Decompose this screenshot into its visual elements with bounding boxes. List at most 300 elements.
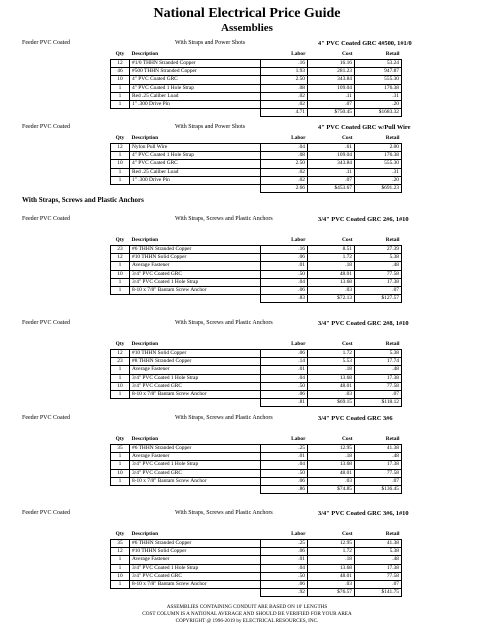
row-qty: 23 [111, 246, 130, 254]
section-assembly-title: 3/4" PVC Coated GRC 3#6 [318, 415, 393, 422]
total-spacer [111, 399, 130, 407]
row-labor: .01 [261, 366, 308, 374]
row-qty: 1 [111, 564, 130, 572]
column-header-retail: Retail [385, 51, 400, 57]
section-header [0, 510, 494, 530]
row-description: 3/4" PVC Coated 1 Hole Strap [130, 278, 261, 286]
section-method: With Straps, Screws and Plastic Anchors [175, 320, 273, 326]
section-method: With Straps and Power Shots [175, 124, 246, 130]
row-labor: .08 [261, 152, 308, 160]
row-retail: 555.30 [355, 160, 402, 168]
row-retail: 77.58 [355, 572, 402, 580]
section-assembly-title: 3/4" PVC Coated GRC 2#8, 1#10 [318, 320, 409, 327]
total-retail: $118.12 [355, 399, 402, 407]
section-category: Feeder PVC Coated [22, 124, 70, 130]
row-retail: 53.24 [355, 60, 402, 68]
row-retail: .48 [355, 366, 402, 374]
row-cost: .18 [308, 556, 355, 564]
row-qty: 1 [111, 374, 130, 382]
section-header [0, 415, 494, 435]
table-row [111, 270, 402, 278]
row-description: 4" PVC Coated GRC [130, 76, 261, 84]
row-description: Red .25 Caliber Load [130, 168, 261, 176]
row-description: 8-10 x 7/8" Bantam Screw Anchor [130, 580, 261, 588]
section-method: With Straps, Screws and Plastic Anchors [175, 415, 273, 421]
row-cost: 16.16 [308, 60, 355, 68]
row-labor: .02 [261, 168, 308, 176]
table-row [111, 92, 402, 100]
table-header-row [111, 236, 402, 246]
section-assembly-title: 3/4" PVC Coated GRC 3#6, 1#10 [318, 510, 409, 517]
total-row [111, 295, 402, 303]
table-row [111, 286, 402, 294]
row-cost: 48.01 [308, 469, 355, 477]
row-retail: .07 [355, 580, 402, 588]
row-retail: .31 [355, 168, 402, 176]
section-category: Feeder PVC Coated [22, 320, 70, 326]
column-header-qty: Qty [115, 237, 125, 243]
row-retail: 17.38 [355, 564, 402, 572]
table-header-row [111, 530, 402, 540]
column-header-cost: Cost [342, 531, 353, 537]
row-labor: .02 [261, 92, 308, 100]
row-qty: 1 [111, 366, 130, 374]
row-retail: 947.87 [355, 68, 402, 76]
column-header-description: Description [131, 341, 159, 347]
table-row [111, 564, 402, 572]
row-cost: .18 [308, 453, 355, 461]
row-labor: .06 [261, 286, 308, 294]
row-cost: 8.51 [308, 246, 355, 254]
row-qty: 1 [111, 152, 130, 160]
section-category: Feeder PVC Coated [22, 510, 70, 516]
column-header-qty: Qty [115, 135, 125, 141]
total-cost: $453.67 [308, 184, 355, 192]
row-cost: 12.95 [308, 540, 355, 548]
column-header-description: Description [131, 51, 159, 57]
total-labor: .86 [261, 485, 308, 493]
row-labor: .01 [261, 556, 308, 564]
section-header [0, 320, 494, 340]
table-row [111, 144, 402, 152]
table-row [111, 540, 402, 548]
row-qty: 46 [111, 68, 130, 76]
row-qty: 1 [111, 580, 130, 588]
table-row [111, 254, 402, 262]
table-row [111, 100, 402, 108]
table-row [111, 390, 402, 398]
row-description: 3/4" PVC Coated 1 Hole Strap [130, 374, 261, 382]
row-retail: 41.38 [355, 540, 402, 548]
table-row [111, 358, 402, 366]
row-labor: .04 [261, 144, 308, 152]
column-header-cost: Cost [342, 237, 353, 243]
row-labor: .04 [261, 278, 308, 286]
row-qty: 1 [111, 477, 130, 485]
table-header-row [111, 340, 402, 350]
row-qty: 1 [111, 100, 130, 108]
table-row [111, 572, 402, 580]
row-qty: 1 [111, 262, 130, 270]
table-row [111, 176, 402, 184]
row-cost: .61 [308, 144, 355, 152]
total-spacer [111, 109, 130, 117]
row-qty: 10 [111, 382, 130, 390]
column-header-cost: Cost [342, 51, 353, 57]
row-retail: 555.30 [355, 76, 402, 84]
row-description: 3/4" PVC Coated 1 Hole Strap [130, 564, 261, 572]
row-description: #500 THHN Stranded Copper [130, 68, 261, 76]
table-row [111, 469, 402, 477]
row-description: #10 THHN Solid Copper [130, 254, 261, 262]
total-cost: $72.13 [308, 295, 355, 303]
row-qty: 1 [111, 92, 130, 100]
table-row [111, 168, 402, 176]
column-header-description: Description [131, 237, 159, 243]
row-qty: 12 [111, 548, 130, 556]
row-cost: 48.01 [308, 270, 355, 278]
table-row [111, 68, 402, 76]
row-labor: .04 [261, 564, 308, 572]
row-retail: 5.38 [355, 350, 402, 358]
row-cost: 1.72 [308, 254, 355, 262]
row-qty: 10 [111, 469, 130, 477]
row-labor: .25 [261, 540, 308, 548]
row-qty: 10 [111, 270, 130, 278]
total-retail: $691.23 [355, 184, 402, 192]
total-spacer [130, 399, 261, 407]
row-qty: 1 [111, 390, 130, 398]
row-qty: 10 [111, 76, 130, 84]
row-description: 3/4" PVC Coated GRC [130, 572, 261, 580]
row-labor: 2.50 [261, 76, 308, 84]
row-retail: 17.38 [355, 374, 402, 382]
row-description: Average Fastener [130, 366, 261, 374]
row-qty: 1 [111, 176, 130, 184]
total-cost: $750.45 [308, 109, 355, 117]
row-cost: 5.53 [308, 358, 355, 366]
table-row [111, 278, 402, 286]
assembly-table [110, 134, 402, 193]
row-qty: 35 [111, 445, 130, 453]
row-qty: 1 [111, 168, 130, 176]
row-qty: 35 [111, 540, 130, 548]
column-header-retail: Retail [385, 436, 400, 442]
column-header-labor: Labor [291, 531, 306, 537]
row-cost: 12.95 [308, 445, 355, 453]
table-row [111, 461, 402, 469]
row-labor: .50 [261, 469, 308, 477]
row-retail: 77.58 [355, 270, 402, 278]
total-row [111, 589, 402, 597]
total-spacer [130, 295, 261, 303]
row-qty: 1 [111, 286, 130, 294]
row-description: #1/0 THHN Stranded Copper [130, 60, 261, 68]
assembly-table [110, 530, 402, 597]
table-row [111, 262, 402, 270]
row-labor: .06 [261, 548, 308, 556]
total-spacer [130, 589, 261, 597]
total-row [111, 109, 402, 117]
row-description: #8 THHN Stranded Copper [130, 358, 261, 366]
row-retail: 77.58 [355, 382, 402, 390]
total-retail: $141.75 [355, 589, 402, 597]
column-header-cost: Cost [342, 135, 353, 141]
row-retail: 176.38 [355, 152, 402, 160]
row-retail: .20 [355, 176, 402, 184]
column-header-retail: Retail [385, 531, 400, 537]
page-title: National Electrical Price Guide [153, 6, 341, 21]
row-labor: .01 [261, 453, 308, 461]
row-description: 8-10 x 7/8" Bantam Screw Anchor [130, 477, 261, 485]
row-description: 3/4" PVC Coated GRC [130, 382, 261, 390]
row-description: 3/4" PVC Coated GRC [130, 469, 261, 477]
row-cost: 343.84 [308, 76, 355, 84]
row-qty: 23 [111, 358, 130, 366]
row-cost: 281.23 [308, 68, 355, 76]
row-description: Average Fastener [130, 556, 261, 564]
footer-line: COST COLUMN IS A NATIONAL AVERAGE AND SHOULD BE VERIFIED FOR YOUR AREA [142, 611, 352, 617]
row-description: 8-10 x 7/8" Bantam Screw Anchor [130, 286, 261, 294]
row-labor: .06 [261, 580, 308, 588]
row-retail: .48 [355, 453, 402, 461]
table-row [111, 152, 402, 160]
total-retail: $136.45 [355, 485, 402, 493]
row-labor: .16 [261, 246, 308, 254]
row-cost: 109.04 [308, 84, 355, 92]
section-method: With Straps and Power Shots [175, 40, 246, 46]
section-method: With Straps, Screws and Plastic Anchors [175, 216, 273, 222]
total-labor: .92 [261, 589, 308, 597]
column-header-labor: Labor [291, 237, 306, 243]
assembly-table [110, 50, 402, 117]
total-spacer [111, 589, 130, 597]
group-heading: With Straps, Screws and Plastic Anchors [22, 196, 144, 204]
table-row [111, 477, 402, 485]
row-description: #10 THHN Solid Copper [130, 350, 261, 358]
row-qty: 1 [111, 461, 130, 469]
row-qty: 10 [111, 572, 130, 580]
row-cost: .03 [308, 286, 355, 294]
assembly-table [110, 340, 402, 407]
column-header-description: Description [131, 531, 159, 537]
table-row [111, 453, 402, 461]
row-labor: .01 [261, 262, 308, 270]
total-cost: $74.85 [308, 485, 355, 493]
row-cost: .18 [308, 366, 355, 374]
section-category: Feeder PVC Coated [22, 216, 70, 222]
row-retail: 5.38 [355, 254, 402, 262]
total-retail: $1683.32 [355, 109, 402, 117]
total-spacer [111, 485, 130, 493]
total-row [111, 485, 402, 493]
column-header-retail: Retail [385, 237, 400, 243]
table-row [111, 350, 402, 358]
row-retail: 77.58 [355, 469, 402, 477]
row-labor: 1.93 [261, 68, 308, 76]
row-cost: 13.68 [308, 461, 355, 469]
row-labor: .06 [261, 350, 308, 358]
table-row [111, 580, 402, 588]
row-retail: 17.38 [355, 278, 402, 286]
row-description: 1" .300 Drive Pin [130, 100, 261, 108]
row-cost: 343.84 [308, 160, 355, 168]
row-cost: 48.01 [308, 572, 355, 580]
total-labor: .83 [261, 295, 308, 303]
row-description: Average Fastener [130, 453, 261, 461]
row-description: 3/4" PVC Coated GRC [130, 270, 261, 278]
row-cost: 1.72 [308, 548, 355, 556]
table-row [111, 366, 402, 374]
row-description: 1" .300 Drive Pin [130, 176, 261, 184]
page-footer [0, 604, 494, 625]
row-retail: .31 [355, 92, 402, 100]
row-retail: .48 [355, 262, 402, 270]
table-row [111, 246, 402, 254]
total-retail: $127.57 [355, 295, 402, 303]
row-cost: 13.68 [308, 564, 355, 572]
assembly-table [110, 435, 402, 494]
row-cost: .11 [308, 168, 355, 176]
row-cost: 109.04 [308, 152, 355, 160]
total-labor: .81 [261, 399, 308, 407]
footer-line: COPYRIGHT @ 1996-2019 by ELECTRICAL RESOURCES, INC. [175, 618, 319, 624]
table-row [111, 548, 402, 556]
row-retail: .20 [355, 100, 402, 108]
total-row [111, 184, 402, 192]
column-header-description: Description [131, 436, 159, 442]
row-labor: .06 [261, 390, 308, 398]
section-header [0, 216, 494, 236]
row-labor: .14 [261, 358, 308, 366]
section-category: Feeder PVC Coated [22, 40, 70, 46]
row-labor: .06 [261, 254, 308, 262]
row-cost: .03 [308, 390, 355, 398]
section-assembly-title: 4" PVC Coated GRC 4#500, 1#1/0 [318, 40, 412, 47]
row-retail: 17.38 [355, 461, 402, 469]
row-labor: .16 [261, 60, 308, 68]
row-retail: .07 [355, 286, 402, 294]
column-header-qty: Qty [115, 341, 125, 347]
table-row [111, 556, 402, 564]
row-retail: 17.74 [355, 358, 402, 366]
section-category: Feeder PVC Coated [22, 415, 70, 421]
row-labor: .04 [261, 461, 308, 469]
row-labor: .06 [261, 477, 308, 485]
row-retail: .07 [355, 390, 402, 398]
row-qty: 12 [111, 254, 130, 262]
row-retail: 27.39 [355, 246, 402, 254]
section-assembly-title: 4" PVC Coated GRC w/Pull Wire [318, 124, 411, 131]
row-qty: 12 [111, 350, 130, 358]
total-spacer [111, 295, 130, 303]
table-row [111, 84, 402, 92]
row-description: Nylon Pull Wire [130, 144, 261, 152]
row-description: Average Fastener [130, 262, 261, 270]
column-header-labor: Labor [291, 436, 306, 442]
row-cost: .07 [308, 176, 355, 184]
row-labor: .50 [261, 382, 308, 390]
section-assembly-title: 3/4" PVC Coated GRC 2#6, 1#10 [318, 216, 409, 223]
total-spacer [130, 184, 261, 192]
footer-line: ASSEMBLIES CONTAINING CONDUIT ARE BASED ON 10' LENGTHS [166, 604, 328, 610]
row-cost: .03 [308, 580, 355, 588]
row-retail: 5.38 [355, 548, 402, 556]
row-retail: .07 [355, 477, 402, 485]
column-header-cost: Cost [342, 341, 353, 347]
column-header-labor: Labor [291, 51, 306, 57]
row-description: 3/4" PVC Coated 1 Hole Strap [130, 461, 261, 469]
total-spacer [111, 184, 130, 192]
row-description: 8-10 x 7/8" Bantam Screw Anchor [130, 390, 261, 398]
row-labor: .25 [261, 445, 308, 453]
total-row [111, 399, 402, 407]
row-cost: .07 [308, 100, 355, 108]
row-description: 4" PVC Coated 1 Hole Strap [130, 152, 261, 160]
row-description: #6 THHN Stranded Copper [130, 445, 261, 453]
row-labor: .50 [261, 270, 308, 278]
column-header-cost: Cost [342, 436, 353, 442]
table-row [111, 382, 402, 390]
row-qty: 1 [111, 278, 130, 286]
row-cost: 1.72 [308, 350, 355, 358]
row-retail: 2.00 [355, 144, 402, 152]
column-header-retail: Retail [385, 341, 400, 347]
table-row [111, 160, 402, 168]
row-description: Red .25 Caliber Load [130, 92, 261, 100]
total-labor: 4.71 [261, 109, 308, 117]
column-header-qty: Qty [115, 531, 125, 537]
row-description: 4" PVC Coated 1 Hole Strap [130, 84, 261, 92]
row-labor: .04 [261, 374, 308, 382]
total-labor: 2.66 [261, 184, 308, 192]
table-header-row [111, 134, 402, 144]
row-cost: .11 [308, 92, 355, 100]
section-method: With Straps, Screws and Plastic Anchors [175, 510, 273, 516]
table-row [111, 374, 402, 382]
table-row [111, 60, 402, 68]
row-labor: .02 [261, 100, 308, 108]
total-cost: $69.15 [308, 399, 355, 407]
column-header-retail: Retail [385, 135, 400, 141]
row-qty: 12 [111, 60, 130, 68]
table-header-row [111, 435, 402, 445]
row-labor: .02 [261, 176, 308, 184]
row-labor: .08 [261, 84, 308, 92]
column-header-qty: Qty [115, 436, 125, 442]
row-labor: .50 [261, 572, 308, 580]
total-cost: $76.57 [308, 589, 355, 597]
row-cost: 13.68 [308, 374, 355, 382]
table-header-row [111, 50, 402, 60]
row-qty: 1 [111, 453, 130, 461]
row-qty: 10 [111, 160, 130, 168]
row-description: #10 THHN Solid Copper [130, 548, 261, 556]
table-row [111, 76, 402, 84]
row-cost: 13.68 [308, 278, 355, 286]
row-description: #6 THHN Stranded Copper [130, 540, 261, 548]
row-qty: 1 [111, 556, 130, 564]
row-retail: .48 [355, 556, 402, 564]
row-retail: 41.38 [355, 445, 402, 453]
table-row [111, 445, 402, 453]
row-cost: .18 [308, 262, 355, 270]
column-header-qty: Qty [115, 51, 125, 57]
row-description: 4" PVC Coated GRC [130, 160, 261, 168]
page-subtitle: Assemblies [221, 22, 273, 34]
row-qty: 12 [111, 144, 130, 152]
column-header-labor: Labor [291, 341, 306, 347]
